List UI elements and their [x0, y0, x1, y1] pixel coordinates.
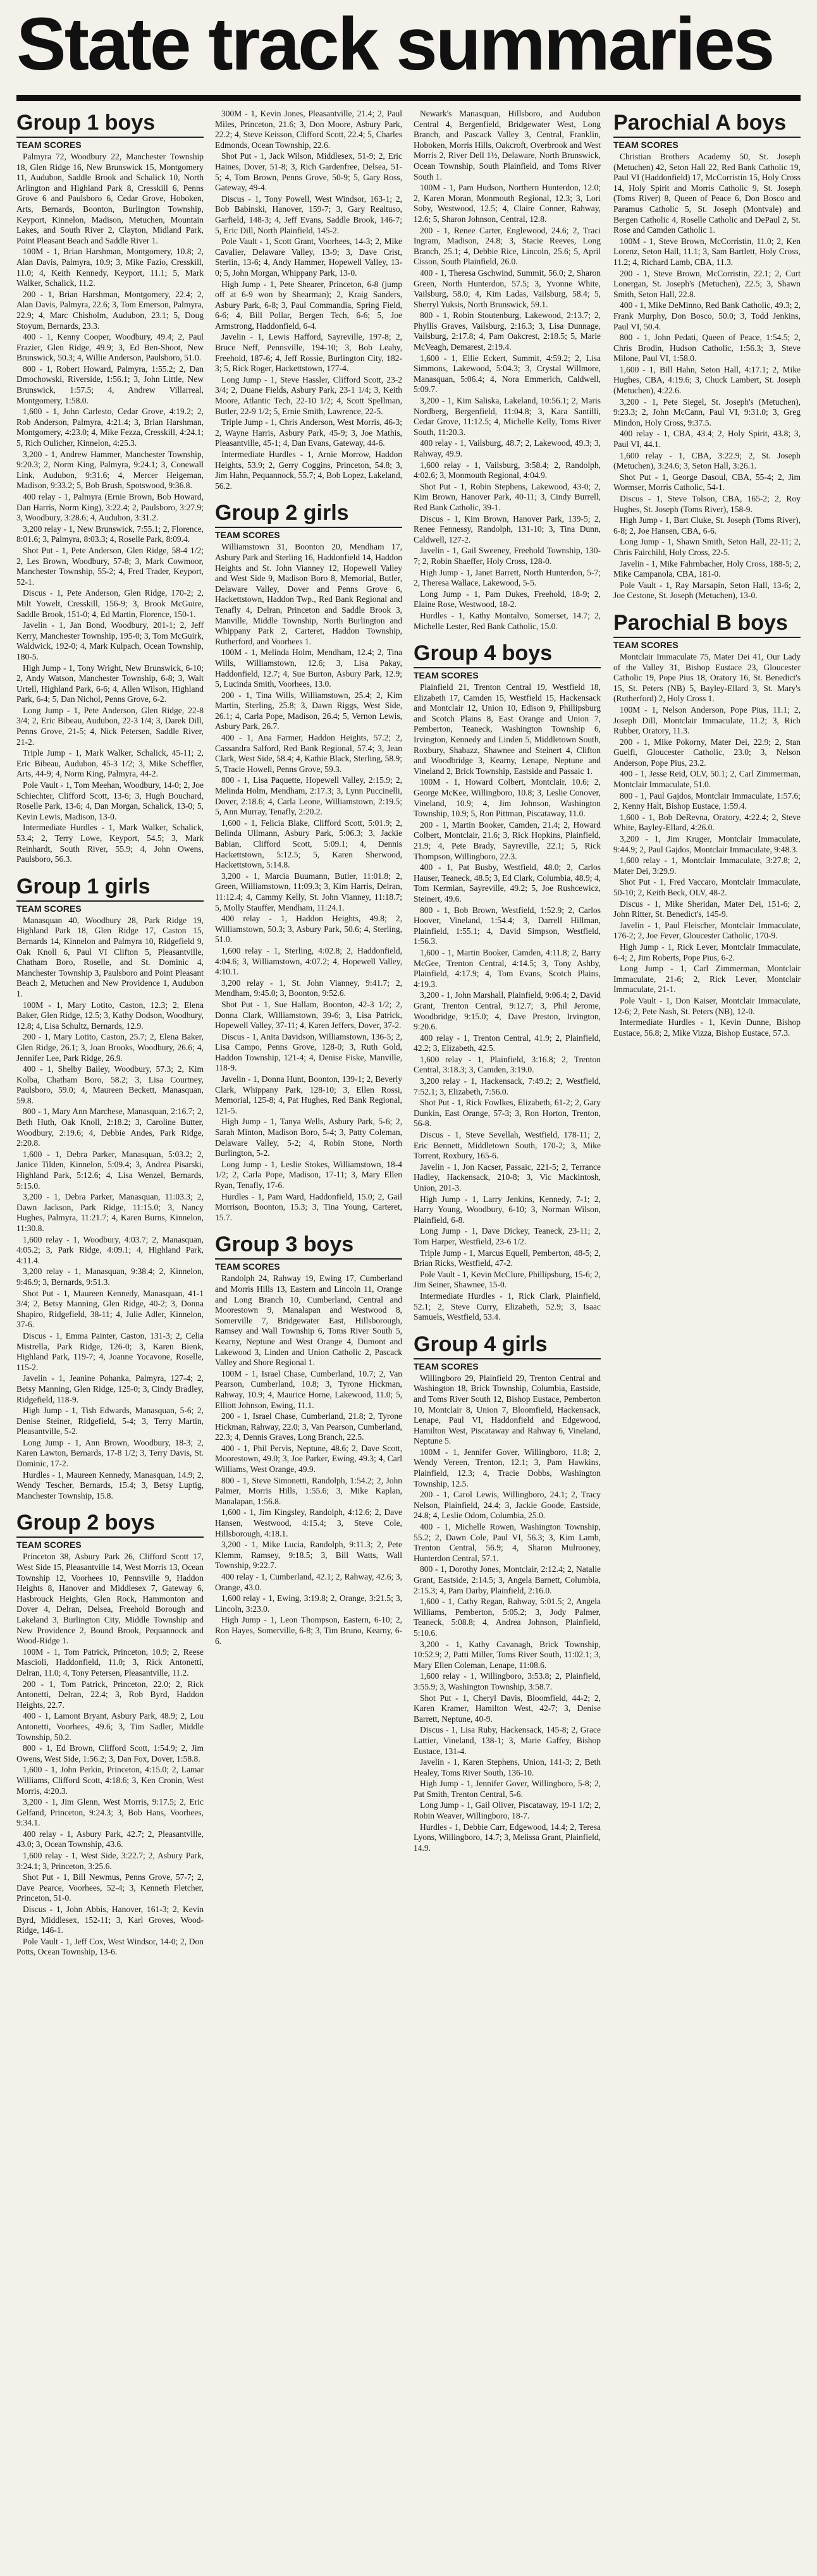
results-section	[16, 1510, 204, 1958]
event-result: Long Jump - 1, Leslie Stokes, Williamstown, 18-4 1/2; 2, Carla Pope, Madison, 17-11; 3, Mary Ellen Ryan, Tenafly, 17-6.	[215, 1159, 402, 1190]
event-result: 400 - 1, Shelby Bailey, Woodbury, 57.3; 2, Kim Kolba, Chatham Boro, 58.2; 3, Lisa Courtney, Paulsboro, 59.0; 4, Maureen Beckett, Manasquan, 59.8.	[16, 1064, 204, 1105]
event-result: 100M - 1, Melinda Holm, Mendham, 12.4; 2, Tina Wills, Williamstown, 12.6; 3, Lisa Pakay, Haddonfield, 12.7; 4, Sue Burton, Asbury Park, 12.9; 5, Lucinda Smith, Voorhees, 13.0.	[215, 647, 402, 689]
event-result: 400 relay - 1, Haddon Heights, 49.8; 2, Williamstown, 50.3; 3, Asbury Park, 50.6; 4, Sterling, 51.0.	[215, 914, 402, 945]
event-result: Javelin - 1, Donna Hunt, Boonton, 139-1; 2, Beverly Clark, Whippany Park, 128-10; 3, Ellen Rossi, Memorial, 125-8; 4, Pat Hughes, Red Bank Regional, 121-5.	[215, 1074, 402, 1115]
event-result: 100M - 1, Israel Chase, Cumberland, 10.7; 2, Van Pearson, Cumberland, 10.8; 3, Tyrone Hickman, Rahway, 10.9; 4, Maurice Horne, Lakewood, 11.0; 5, Elliott Johnson, Ewing, 11.1.	[215, 1368, 402, 1410]
event-result: Javelin - 1, Jeanine Pohanka, Palmyra, 127-4; 2, Betsy Manning, Glen Ridge, 125-0; 3, Cindy Bradley, Ridgefield, 118-9.	[16, 1373, 204, 1404]
event-result: 100M - 1, Pam Hudson, Northern Hunterdon, 12.0; 2, Karen Moran, Monmouth Regional, 12.3; 3, Lori Soby, Westwood, 12.5; 4, Claire Conner, Rahway, 12.6; 5, Sharon Johnson, Central, 12.8.	[414, 183, 601, 224]
event-result: 300M - 1, Kevin Jones, Pleasantville, 21.4; 2, Paul Miles, Princeton, 21.6; 3, Don Moore, Asbury Park, 22.2; 4, Steve Keisson, Clifford Scott, 22.4; 5, Charles Edmonds, Ocean Township, 22.6.	[215, 109, 402, 150]
event-result: Intermediate Hurdles - 1, Rick Clark, Plainfield, 52.1; 2, Steve Curry, Elizabeth, 52.9; 3, Isaac Samuels, Westfield, 53.4.	[414, 1291, 601, 1322]
event-result: 400 - 1, Lamont Bryant, Asbury Park, 48.9; 2, Lou Antonetti, Voorhees, 49.6; 3, Tim Sadler, Middle Township, 50.2.	[16, 1711, 204, 1742]
event-result: 400 - 1, Pat Busby, Westfield, 48.0; 2, Carlos Hauser, Teaneck, 48.5; 3, Ed Clark, Columbia, 48.9; 4, Tom Kermian, Sayreville, 49.2; 5, Joe Rushcewicz, Steinert, 49.6.	[414, 862, 601, 904]
event-result: 1,600 - 1, Ellie Eckert, Summit, 4:59.2; 2, Lisa Simmons, Lakewood, 5:04.3; 3, Crystal Willmore, Manasquan, 5:06.4; 4, Nora Emmerich, Caldwell, 5:09.7.	[414, 353, 601, 395]
event-result: 1,600 relay - 1, Plainfield, 3:16.8; 2, Trenton Central, 3:18.3; 3, Camden, 3:19.0.	[414, 1054, 601, 1075]
team-scores-text: Williamstown 31, Boonton 20, Mendham 17, Asbury Park and Sterling 16, Haddonfield 14, Haddon Heights and St. John Vianney 12, Hopewell Valley and West Side 9, Madison Boro 8, Memorial, Butler, Delaware Valley, Dover and Penns Grove 6, Hackettstown, Haddon Twp., Red Bank Regional and Tenafly 4, Delran, Princeton and Saddle Brook 3, Manville, Middle Township, North Burlington and Whippany Park 2, Carteret, Haddon Township, Rutherford, and Voorhees 1.	[215, 542, 402, 646]
event-result: Shot Put - 1, Jack Wilson, Middlesex, 51-9; 2, Eric Haines, Dover, 51-8; 3, Rich Gardenfree, Delsea, 51-5; 4, Tom Brown, Penns Grove, 50-9; 5, Gary Ross, Gateway, 49-4.	[215, 151, 402, 193]
event-result: 1,600 relay - 1, Woodbury, 4:03.7; 2, Manasquan, 4:05.2; 3, Park Ridge, 4:09.1; 4, Highland Park, 4:11.4.	[16, 1234, 204, 1265]
section-heading: Group 2 boys	[16, 1510, 204, 1538]
event-result: Triple Jump - 1, Chris Anderson, West Morris, 46-3; 2, Wayne Harris, Asbury Park, 45-9; 3, Joe Mathis, Pleasantville, 45-1; 4, Dan Evans, Gateway, 44-6.	[215, 417, 402, 448]
event-result: 200 - 1, Mary Lotito, Caston, 25.7; 2, Elena Baker, Glen Ridge, 26.1; 3, Joan Brooks, Woodbury, 26.6; 4, Jennifer Lee, Park Ridge, 26.9.	[16, 1032, 204, 1063]
results-section	[215, 500, 402, 1223]
team-scores-heading: TEAM SCORES	[215, 1261, 280, 1272]
event-result: Pole Vault - 1, Jeff Cox, West Windsor, 14-0; 2, Don Potts, Ocean Township, 13-6.	[16, 1936, 204, 1957]
event-result: 3,200 - 1, Pete Siegel, St. Joseph's (Metuchen), 9:23.3; 2, John McCann, Paul VI, 9:31.0; 3, Greg Mindon, Holy Cross, 9:37.5.	[613, 396, 801, 427]
event-result: 3,200 relay - 1, St. John Vianney, 9:41.7; 2, Mendham, 9:45.0; 3, Boonton, 9:52.6.	[215, 978, 402, 998]
event-result: 400 relay - 1, Vailsburg, 48.7; 2, Lakewood, 49.3; 3, Rahway, 49.9.	[414, 438, 601, 458]
event-result: 1,600 relay - 1, West Side, 3:22.7; 2, Asbury Park, 3:24.1; 3, Princeton, 3:25.6.	[16, 1851, 204, 1871]
event-result: 100M - 1, Steve Brown, McCorristin, 11.0; 2, Ken Lorenz, Seton Hall, 11.1; 3, Sam Bartlett, Holy Cross, 11.2; 4, Richard Lamb, CBA, 11.3.	[613, 236, 801, 267]
event-result: Discus - 1, Anita Davidson, Williamstown, 136-5; 2, Lisa Campo, Penns Grove, 128-0; 3, Ruth Gold, Haddon Township, 121-4; 4, Denise Fiske, Manville, 118-9.	[215, 1031, 402, 1073]
event-result: Javelin - 1, Mike Fahrnbacher, Holy Cross, 188-5; 2, Mike Campanola, CBA, 181-0.	[613, 558, 801, 579]
event-result: Discus - 1, Mike Sheridan, Mater Dei, 151-6; 2, John Ritter, St. Benedict's, 145-9.	[613, 899, 801, 919]
team-scores-heading: TEAM SCORES	[215, 530, 280, 541]
section-heading: Parochial B boys	[613, 610, 801, 638]
event-result: High Jump - 1, Bart Cluke, St. Joseph (Toms River), 6-8; 2, Joe Hansen, CBA, 6-6.	[613, 515, 801, 536]
event-result: Long Jump - 1, Pam Dukes, Freehold, 18-9; 2, Elaine Rose, Westwood, 18-2.	[414, 589, 601, 610]
event-result: 3,200 - 1, Kim Saliska, Lakeland, 10:56.1; 2, Maris Nordberg, Bergenfield, 11:04.8; 3, Kara Santilli, Cedar Grove, 11:12.5; 4, Michelle Kelly, Toms River South, 11:20.3.	[414, 396, 601, 437]
team-scores-text: Plainfield 21, Trenton Central 19, Westfield 18, Elizabeth 17, Camden 15, Westfield 15, Hackensack and Montclair 12, Union 10, Edison 9, Phillipsburg and Scotch Plains 8, East Orange and Union 7, Pemberton, Teaneck, Washington Township 6, Irvington, Kennedy and Linden 5, Middletown South, Roxbury, Shabazz, Shawnee and Steinert 4, Clifton and Woodbridge 3, Kearny, Lenape, Neptune and Vineland 2, Brick Township, Eastside and Passaic 1.	[414, 682, 601, 776]
event-result: Shot Put - 1, Bill Newmus, Penns Grove, 57-7; 2, Dave Pearce, Voorhees, 52-4; 3, Kenneth Fletcher, Princeton, 51-0.	[16, 1872, 204, 1903]
event-result: 800 - 1, John Pedati, Queen of Peace, 1:54.5; 2, Chris Brodin, Hudson Catholic, 1:56.3; 3, Steve Milone, Paul VI, 1:58.0.	[613, 333, 801, 364]
results-section	[215, 109, 402, 491]
event-result: 3,200 - 1, John Marshall, Plainfield, 9:06.4; 2, David Grant, Trenton Central, 9:12.7; 3, Phil Jerome, Woodbridge, 9:15.0; 4, Dave Preston, Irvington, 9:20.6.	[414, 990, 601, 1032]
event-result: 1,600 relay - 1, Sterling, 4:02.8; 2, Haddonfield, 4:04.6; 3, Williamstown, 4:07.2; 4, Hopewell Valley, 4:10.1.	[215, 945, 402, 977]
event-result: 3,200 relay - 1, New Brunswick, 7:55.1; 2, Florence, 8:01.6; 3, Palmyra, 8:03.3; 4, Roselle Park, 8:09.4.	[16, 524, 204, 544]
event-result: 1,600 - 1, Bob DeRevna, Oratory, 4:22.4; 2, Steve White, Bayley-Ellard, 4:26.0.	[613, 812, 801, 833]
event-result: Long Jump - 1, Dave Dickey, Teaneck, 23-11; 2, Tom Harper, Westfield, 23-6 1/2.	[414, 1226, 601, 1246]
team-scores-heading: TEAM SCORES	[16, 1540, 82, 1550]
event-result: 400 relay - 1, Cumberland, 42.1; 2, Rahway, 42.6; 3, Orange, 43.0.	[215, 1572, 402, 1592]
section-heading: Group 1 boys	[16, 110, 204, 138]
column-2	[215, 109, 402, 2568]
event-result: Shot Put - 1, Sue Hallam, Boonton, 42-3 1/2; 2, Donna Clark, Williamstown, 39-6; 3, Lisa Patrick, Hopewell Valley, 37-11; 4, Karen Jeffers, Dover, 37-2.	[215, 999, 402, 1031]
event-result: Javelin - 1, Lewis Hafford, Sayreville, 197-8; 2, Bruce Neff, Pennsville, 194-10; 3, Bob Leahy, Freehold, 187-6; 4, Jeff Rossie, Burlington City, 182-3; 5, Rick Roger, Hackettstown, 177-4.	[215, 332, 402, 374]
event-result: 3,200 - 1, Jim Kruger, Montclair Immaculate, 9:44.9; 2, Paul Gajdos, Montclair Immaculate, 9:48.3.	[613, 834, 801, 854]
event-result: High Jump - 1, Janet Barrett, North Hunterdon, 5-7; 2, Theresa Wallace, Lakewood, 5-5.	[414, 567, 601, 588]
column-4	[613, 109, 801, 2568]
event-result: 3,200 - 1, Marcia Buumann, Butler, 11:01.8; 2, Green, Williamstown, 11:09.3; 3, Kim Harris, Delran, 11:12.4; 4, Cammy Kelly, St. John Vianney, 11:18.7; 5, Molly Stauffer, Mendham, 11:24.1.	[215, 871, 402, 912]
event-result: Shot Put - 1, Maureen Kennedy, Manasquan, 41-1 3/4; 2, Betsy Manning, Glen Ridge, 40-2; 3, Donna Shapiro, Ridgefield, 38-11; 4, Julie Adler, Kinnelon, 37-6.	[16, 1288, 204, 1330]
team-scores-text: Christian Brothers Academy 50, St. Joseph (Metuchen) 42, Seton Hall 22, Red Bank Catholic 19, Paul VI (Haddonfield) 17, McCorristin 15, Holy Cross 14, Holy Spirit and Morris Catholic 9, St. Joseph (Toms River) 8, Queen of Peace 6, Don Bosco and Paramus Catholic 5, St. Joseph (Montvale) and Bergen Catholic 4, Roselle Catholic and DePaul 2, St. Rose and Camden Catholic 1.	[613, 152, 801, 235]
event-result: 1,600 relay - 1, CBA, 3:22.9; 2, St. Joseph (Metuchen), 3:24.6; 3, Seton Hall, 3:26.1.	[613, 450, 801, 471]
event-result: Pole Vault - 1, Don Kaiser, Montclair Immaculate, 12-6; 2, Pete Nash, St. Peters (NB), 12-0.	[613, 995, 801, 1016]
section-heading: Group 1 girls	[16, 874, 204, 902]
event-result: Discus - 1, Steve Tolson, CBA, 165-2; 2, Roy Hughes, St. Joseph (Toms River), 158-9.	[613, 494, 801, 514]
event-result: 800 - 1, Paul Gajdos, Montclair Immaculate, 1:57.6; 2, Kenny Halt, Bishop Eustace, 1:59.4.	[613, 790, 801, 811]
event-result: High Jump - 1, Leon Thompson, Eastern, 6-10; 2, Ron Hayes, Somerville, 6-8; 3, Tim Bruno, Kearny, 6-6.	[215, 1615, 402, 1646]
event-result: Shot Put - 1, Cheryl Davis, Bloomfield, 44-2; 2, Karen Kramer, Hamilton West, 42-7; 3, Denise Barrett, Neptune, 40-9.	[414, 1693, 601, 1724]
event-result: 100M - 1, Mary Lotito, Caston, 12.3; 2, Elena Baker, Glen Ridge, 12.5; 3, Kathy Dodson, Woodbury, 12.8; 4, Lisa Schultz, Bernards, 12.9.	[16, 1000, 204, 1031]
event-result: 400 relay - 1, Palmyra (Ernie Brown, Bob Howard, Dan Harris, Norm King), 3:22.4; 2, Paulsboro, 3:27.9; 3, Woodbury, 3:28.6; 4, Audubon, 3:31.2.	[16, 492, 204, 523]
event-result: 3,200 - 1, Jim Glenn, West Morris, 9:17.5; 2, Eric Gelfand, Princeton, 9:24.3; 3, Bob Hans, Voorhees, 9:34.1.	[16, 1797, 204, 1828]
event-result: 800 - 1, Mary Ann Marchese, Manasquan, 2:16.7; 2, Beth Huth, Oak Knoll, 2:18.2; 3, Caroline Butter, Woodbury, 2:19.6; 4, Debbie Andes, Park Ridge, 2:20.8.	[16, 1107, 204, 1148]
event-result: 200 - 1, Renee Carter, Englewood, 24.6; 2, Traci Ingram, Madison, 24.8; 3, Stacie Reeves, Long Branch, 25.1; 4, Debbie Rice, Lincoln, 25.6; 5, April Cisson, South Plainfield, 26.0.	[414, 225, 601, 267]
event-result: Hurdles - 1, Kathy Montalvo, Somerset, 14.7; 2, Michelle Lester, Red Bank Catholic, 15.0.	[414, 610, 601, 631]
event-result: Long Jump - 1, Shawn Smith, Seton Hall, 22-11; 2, Chris Fairchild, Holy Cross, 22-5.	[613, 537, 801, 557]
event-result: Pole Vault - 1, Kevin McClure, Phillipsburg, 15-6; 2, Jim Seiner, Shawnee, 15-0.	[414, 1269, 601, 1290]
section-heading: Parochial A boys	[613, 110, 801, 138]
event-result: 1,600 relay - 1, Vailsburg, 3:58.4; 2, Randolph, 4:02.6; 3, Monmouth Regional, 4:04.9.	[414, 460, 601, 481]
event-result: 800 - 1, Steve Simonetti, Randolph, 1:54.2; 2, John Palmer, Morris Hills, 1:55.6; 3, Mike Kaplan, Manalapan, 1:56.8.	[215, 1475, 402, 1506]
section-heading: Group 2 girls	[215, 500, 402, 528]
team-scores-heading: TEAM SCORES	[613, 639, 679, 650]
event-result: High Jump - 1, Larry Jenkins, Kennedy, 7-1; 2, Harry Young, Woodbury, 6-10; 3, Norman Wilson, Plainfield, 6-8.	[414, 1194, 601, 1225]
team-scores-heading: TEAM SCORES	[613, 140, 679, 150]
event-result: Triple Jump - 1, Mark Walker, Schalick, 45-11; 2, Eric Bibeau, Audubon, 45-3 1/2; 3, Mike Scheffler, Arts, 44-9; 4, Norm King, Palmyra, 44-2.	[16, 748, 204, 779]
event-result: 800 - 1, Robin Stoutenburg, Lakewood, 2:13.7; 2, Phyllis Graves, Vailsburg, 2:16.3; 3, Lisa Dunnage, Vailsburg, 2:17.8; 4, Pam Oakcrest, 2:18.5; 5, Marie McVeagh, Demarest, 2:19.4.	[414, 310, 601, 352]
team-scores-text: Montclair Immaculate 75, Mater Dei 41, Our Lady of the Valley 31, Bishop Eustace 23, Gloucester Catholic 19, Pope Pius 18, Oratory 16, St. Benedict's 15, St. Peters (NB) 5, Bayley-Ellard 3, St. Mary's (Rutherford) 2, Holy Cross 1.	[613, 651, 801, 704]
event-result: 1,600 - 1, John Perkin, Princeton, 4:15.0; 2, Lamar Williams, Clifford Scott, 4:18.6; 3, Ken Cronin, West Morris, 4:20.3.	[16, 1765, 204, 1796]
results-section	[414, 109, 601, 632]
event-result: 400 - 1, Mike DeMinno, Red Bank Catholic, 49.3; 2, Frank Murphy, Don Bosco, 50.0; 3, Todd Jenkins, Paul VI, 50.4.	[613, 300, 801, 331]
event-result: Shot Put - 1, Fred Vaccaro, Montclair Immaculate, 50-10; 2, Keith Beck, OLV, 48-2.	[613, 877, 801, 897]
event-result: Discus - 1, Lisa Ruby, Hackensack, 145-8; 2, Grace Lattier, Vineland, 138-1; 3, Marie Gaffey, Bishop Eustace, 131-4.	[414, 1725, 601, 1756]
event-result: Shot Put - 1, Robin Stephens, Lakewood, 43-0; 2, Kim Brown, Hanover Park, 40-11; 3, Cindy Burrell, Red Bank Catholic, 39-1.	[414, 481, 601, 512]
event-result: Hurdles - 1, Maureen Kennedy, Manasquan, 14.9; 2, Wendy Tescher, Bernards, 15.4; 3, Betsy Luptig, Manchester Township, 15.8.	[16, 1469, 204, 1500]
article-columns	[16, 109, 801, 2568]
event-result: Shot Put - 1, George Dasoul, CBA, 55-4; 2, Jim Wormser, Morris Catholic, 54-1.	[613, 472, 801, 493]
event-result: Intermediate Hurdles - 1, Arnie Morrow, Haddon Heights, 53.9; 2, Gerry Coggins, Princeton, 54.8; 3, Jim Hahn, Pequannock, 55.7; 4, Bob Lopez, Lakeland, 56.2.	[215, 450, 402, 491]
event-result: Javelin - 1, Gail Sweeney, Freehold Township, 130-7; 2, Robin Shaeffer, Holy Cross, 128-0.	[414, 546, 601, 566]
event-result: High Jump - 1, Rick Lever, Montclair Immaculate, 6-4; 2, Jim Roberts, Pope Pius, 6-2.	[613, 941, 801, 962]
event-result: 200 - 1, Mike Pokorny, Mater Dei, 22.9; 2, Stan Guelfi, Gloucester Catholic, 23.0; 3, Nelson Anderson, Pope Pius, 23.2.	[613, 737, 801, 768]
event-result: 400 - 1, Jesse Reid, OLV, 50.1; 2, Carl Zimmerman, Montclair Immaculate, 51.0.	[613, 769, 801, 790]
event-result: 200 - 1, Tom Patrick, Princeton, 22.0; 2, Rick Antonetti, Delran, 22.4; 3, Rob Byrd, Haddon Heights, 22.7.	[16, 1679, 204, 1710]
event-result: 100M - 1, Brian Harshman, Montgomery, 10.8; 2, Alan Davis, Palmyra, 10.9; 3, Mike Fazio, Cresskill, 11.0; 4, Keith Kennedy, Keyport, 11.1; 5, Mark Walker, Schalick, 11.2.	[16, 247, 204, 288]
event-result: 1,600 - 1, Felicia Blake, Clifford Scott, 5:01.9; 2, Belinda Ullmann, Asbury Park, 5:06.3; 3, Jackie Babian, Clifford Scott, 5:09.1; 4, Dennis Hackettstown, 5:12.5; 5, Karen Sherwood, Hackettstown, 5:14.8.	[215, 818, 402, 870]
event-result: High Jump - 1, Tish Edwards, Manasquan, 5-6; 2, Denise Steiner, Ridgefield, 5-4; 3, Terry Martin, Pleasantville, 5-2.	[16, 1406, 204, 1437]
results-section	[414, 1332, 601, 1854]
event-result: 800 - 1, Lisa Paquette, Hopewell Valley, 2:15.9; 2, Melinda Holm, Mendham, 2:17.3; 3, Lynn Puccinelli, Dover, 2:18.6; 4, Carla Leone, Williamstown, 2:19.5; 5, Ann Murray, Tenafly, 2:20.2.	[215, 775, 402, 817]
event-result: 400 - 1, Kenny Cooper, Woodbury, 49.4; 2, Paul Frazier, Glen Ridge, 49.9; 3, Ed Ben-Shoot, New Brunswick, 50.3; 4, Willie Anderson, Paulsboro, 51.0.	[16, 332, 204, 363]
event-result: Discus - 1, Pete Anderson, Glen Ridge, 170-2; 2, Milt Yowelt, Cresskill, 156-9; 3, Brook McGuire, Saddle Brook, 151-0; 4, Ed Martin, Florence, 150-1.	[16, 588, 204, 619]
section-heading: Group 4 girls	[414, 1332, 601, 1359]
event-result: High Jump - 1, Tony Wright, New Brunswick, 6-10; 2, Andy Watson, Manchester Township, 6-8; 3, Walt Urtell, Highland Park, 6-6; 4, Allen Wilson, Highland Park, 6-4; 5, Dan Nichol, Penns Grove, 6-2.	[16, 663, 204, 704]
event-result: Pole Vault - 1, Scott Grant, Voorhees, 14-3; 2, Mike Cavalier, Delaware Valley, 13-9; 3, Dave Crist, Sterlin, 13-6; 4, Andy Hammer, Hopewell Valley, 13-0; 5, John Morgan, Whippany Park, 13-0.	[215, 236, 402, 278]
event-result: 1,600 relay - 1, Montclair Immaculate, 3:27.8; 2, Mater Dei, 3:29.9.	[613, 856, 801, 876]
event-result: 3,200 relay - 1, Manasquan, 9:38.4; 2, Kinnelon, 9:46.9; 3, Bernards, 9:51.3.	[16, 1267, 204, 1287]
event-result: 400 - 1, Theresa Gschwind, Summit, 56.0; 2, Sharon Green, North Hunterdon, 57.5; 3, Yvonne White, Vailsburg, 58.0; 4, Kim Ladas, Vailsburg, 58.4; 5, Sherryl Yuksis, North Brunswick, 59.1.	[414, 267, 601, 309]
event-result: 200 - 1, Tina Wills, Williamstown, 25.4; 2, Kim Martin, Sterling, 25.8; 3, Dawn Riggs, West Side, 26.1; 4, Carla Pope, Madison, 26.4; 5, Vernon Lewis, Asbury Park, 26.7.	[215, 690, 402, 732]
event-result: Shot Put - 1, Pete Anderson, Glen Ridge, 58-4 1/2; 2, Les Brown, Woodbury, 57-8; 3, Mark Cowmoor, Manchester Township, 55-2; 4, Fred Trader, Keyport, 52-1.	[16, 545, 204, 587]
event-result: 1,600 relay - 1, Ewing, 3:19.8; 2, Orange, 3:21.5; 3, Lincoln, 3:23.0.	[215, 1593, 402, 1614]
event-result: Triple Jump - 1, Marcus Equell, Pemberton, 48-5; 2, Brian Ricks, Westfield, 47-2.	[414, 1248, 601, 1268]
event-result: 800 - 1, Robert Howard, Palmyra, 1:55.2; 2, Dan Dmochowski, Riverside, 1:56.1; 3, John Little, New Brunswick, 1:57.5; 4, Andrew Villarreal, Montgomery, 1:58.0.	[16, 364, 204, 405]
event-result: 1,600 - 1, Martin Booker, Camden, 4:11.8; 2, Barry McGee, Trenton Central, 4:14.5; 3, Tony Ashby, Plainfield, 4:17.9; 4, Tom Evans, Scotch Plains, 4:19.3.	[414, 947, 601, 989]
event-result: Javelin - 1, Karen Stephens, Union, 141-3; 2, Beth Healey, Toms River South, 136-10.	[414, 1757, 601, 1777]
event-result: Javelin - 1, Jan Bond, Woodbury, 201-1; 2, Jeff Kerry, Manchester Township, 195-0; 3, Tom McGuirk, Waldwick, 192-0; 4, Mark Kulpach, Ocean Township, 180-5.	[16, 620, 204, 661]
event-result: 200 - 1, Martin Booker, Camden, 21.4; 2, Howard Colbert, Montclair, 21.6; 3, Rick Hopkins, Plainfield, 21.9; 4, Pete Brady, Sayreville, 22.1; 5, Rick Thompson, Willingboro, 22.3.	[414, 819, 601, 861]
event-result: 1,600 - 1, Jim Kingsley, Randolph, 4:12.6; 2, Dave Hansen, Westwood, 4:15.4; 3, Steve Cole, Hillsborough, 4:18.1.	[215, 1507, 402, 1538]
column-3	[414, 109, 601, 2568]
event-result: Discus - 1, Emma Painter, Caston, 131-3; 2, Celia Mistrella, Park Ridge, 126-0; 3, Karen Bienk, Highland Park, 119-7; 4, Joanne Yocavone, Roselle, 115-2.	[16, 1330, 204, 1372]
event-result: Discus - 1, Steve Sevellah, Westfield, 178-11; 2, Eric Bennett, Middletown South, 170-2; 3, Mike Torrent, Roxbury, 165-6.	[414, 1130, 601, 1161]
team-scores-heading: TEAM SCORES	[16, 140, 82, 150]
event-result: 1,600 - 1, Bill Hahn, Seton Hall, 4:17.1; 2, Mike Hughes, CBA, 4:19.6; 3, Chuck Lambert, St. Joseph (Metuchen), 4:22.6.	[613, 364, 801, 396]
team-scores-heading: TEAM SCORES	[16, 903, 82, 914]
team-scores-text: Randolph 24, Rahway 19, Ewing 17, Cumberland and Morris Hills 13, Eastern and Lincoln 11, Orange and Long Branch 10, Cumberland, Central and Moorestown 9, Manalapan and Westwood 8, Somerville 7, Bridgewater East, Hillsborough, Ramsey and Wall Township 6, Toms River South 5, Kearny, Neptune and West Orange 4, Dumont and Lakewood 3, Linden and Union Catholic 2, Pascack Valley and Shore Regional 1.	[215, 1273, 402, 1368]
event-result: 800 - 1, Bob Brown, Westfield, 1:52.9; 2, Carlos Hoover, Vineland, 1:54.4; 3, Darrell Hillman, Plainfield, 1:55.1; 4, David Simpson, Westfield, 1:56.3.	[414, 905, 601, 947]
section-heading: Group 4 boys	[414, 641, 601, 668]
event-result: 400 relay - 1, CBA, 43.4; 2, Holy Spirit, 43.8; 3, Paul VI, 44.1.	[613, 429, 801, 450]
event-result: Shot Put - 1, Rick Fowlkes, Elizabeth, 61-2; 2, Gary Dunkin, East Orange, 57-3; 3, Ron Horton, Trenton, 56-8.	[414, 1098, 601, 1129]
event-result: Intermediate Hurdles - 1, Mark Walker, Schalick, 53.4; 2, Terry Lowe, Keyport, 54.5; 3, Mark Reinhardt, South River, 55.9; 4, John Owens, Paulsboro, 56.3.	[16, 823, 204, 864]
event-result: 200 - 1, Israel Chase, Cumberland, 21.8; 2, Tyrone Hickman, Rahway, 22.0; 3, Van Pearson, Cumberland, 22.3; 4, Dennis Graves, Long Branch, 22.5.	[215, 1411, 402, 1442]
team-scores-heading: TEAM SCORES	[414, 670, 479, 681]
event-result: Long Jump - 1, Ann Brown, Woodbury, 18-3; 2, Karen Lawton, Bernards, 17-8 1/2; 3, Terry Davis, St. Dominic, 17-2.	[16, 1437, 204, 1469]
team-scores-text: Palmyra 72, Woodbury 22, Manchester Township 18, Glen Ridge 16, New Brunswick 15, Montgomery 11, Audubon, Saddle Brook and Schalick 10, North Arlington and Highland Park 8, Cresskill 6, Penns Grove 6 and Paulsboro 6, Cedar Grove, Hoboken, Arts, Bernards, Boonton, Burlington Township, Keyport, Kinnelon, Madison, Metuchen, Mountain Lakes, and South River 2, Clayton, Midland Park, Point Pleasant Beach and Saddle River 1.	[16, 152, 204, 245]
column-1	[16, 109, 204, 2568]
event-result: 3,200 - 1, Andrew Hammer, Manchester Township, 9:20.3; 2, Norm King, Palmyra, 9:24.1; 3, Conewall Link, Audubon, 9:31.6; 4, Mercer Heigeman, Madison, 9:33.2; 5, Bob Brush, Spotswood, 9:36.8.	[16, 449, 204, 491]
event-result: Long Jump - 1, Carl Zimmerman, Montclair Immaculate, 21-6; 2, Rick Lever, Montclair Immaculate, 21-1.	[613, 964, 801, 995]
results-section	[613, 610, 801, 1038]
event-result: 3,200 - 1, Kathy Cavanagh, Brick Township, 10:52.9; 2, Patti Miller, Toms River South, 11:02.1; 3, Mary Ellen Coleman, Lenape, 11:08.6.	[414, 1639, 601, 1670]
event-result: Discus - 1, Kim Brown, Hanover Park, 139-5; 2, Renee Fennessy, Randolph, 131-10; 3, Tina Dunn, Caldwell, 127-2.	[414, 513, 601, 544]
event-result: Pole Vault - 1, Ray Marsapin, Seton Hall, 13-6; 2, Joe Cestone, St. Joseph (Metuchen), 13-0.	[613, 580, 801, 601]
event-result: Javelin - 1, Paul Fleischer, Montclair Immaculate, 176-2; 2, Joe Fever, Gloucester Catholic, 170-9.	[613, 920, 801, 941]
event-result: High Jump - 1, Tanya Wells, Asbury Park, 5-6; 2, Sarah Minton, Madison Boro, 5-4; 3, Patty Coleman, Delaware Valley, 5-2; 4, Robin Stone, North Burlington, 5-2.	[215, 1117, 402, 1158]
team-scores-text: Princeton 38, Asbury Park 26, Clifford Scott 17, West Side 15, Pleasantville 14, West Morris 13, Ocean Township 12, Voorhees 10, Pennsville 9, Haddon Heights 8, Hanover and Middlesex 7, Gateway 6, Hasbrouck Heights, Glen Rock, Hammonton and Dover 4, Delran, Delsea, Freehold Borough and Lakeland 3, Burlington City, Middle Township and New Providence 2, Bound Brook, Pequannock and Wood-Ridge 1.	[16, 1552, 204, 1646]
event-result: Long Jump - 1, Steve Hassler, Clifford Scott, 23-2 3/4; 2, Duane Fields, Asbury Park, 23-1 1/4; 3, Keith Moore, Atlantic Tech, 22-10 1/2; 4, Scott Spellman, Butler, 22-9 1/2; 5, Ernie Smith, Lawrence, 22-5.	[215, 374, 402, 416]
event-result: 800 - 1, Dorothy Jones, Montclair, 2:12.4; 2, Natalie Grant, Eastside, 2:14.5; 3, Angela Barnett, Columbia, 2:15.3; 4, Pam Darby, Plainfield, 2:16.0.	[414, 1564, 601, 1595]
event-result: 400 - 1, Ana Farmer, Haddon Heights, 57.2; 2, Cassandra Salford, Red Bank Regional, 57.4; 3, Jean Clark, West Side, 58.4; 4, Kathie Black, Sterling, 58.9; 5, Tracie Howell, Penns Grove, 59.3.	[215, 733, 402, 774]
results-section	[16, 874, 204, 1502]
section-heading: Group 3 boys	[215, 1232, 402, 1260]
page-title: State track summaries	[16, 3, 773, 86]
event-result: Pole Vault - 1, Tom Meehan, Woodbury, 14-0; 2, Joe Schiechter, Clifford Scott, 13-6; 3, Hugh Bouchard, Roselle Park, 13-6; 4, Dan Morgan, Schalick, 13-0; 5, Kevin Lewis, Madison, 13-0.	[16, 780, 204, 821]
event-result: Hurdles - 1, Debbie Carr, Edgewood, 14.4; 2, Teresa Lyons, Willingboro, 14.7; 3, Melissa Grant, Plainfield, 14.9.	[414, 1822, 601, 1853]
event-result: 3,200 relay - 1, Hackensack, 7:49.2; 2, Westfield, 7:52.1; 3, Elizabeth, 7:56.0.	[414, 1076, 601, 1096]
event-result: 100M - 1, Jennifer Gover, Willingboro, 11.8; 2, Wendy Vereen, Trenton, 12.1; 3, Pam Hawkins, Plainfield, 12.3; 4, Tracie Dobbs, Washington Township, 12.5.	[414, 1447, 601, 1488]
event-result: 400 - 1, Michelle Rowen, Washington Township, 55.2; 2, Dawn Cole, Paul VI, 56.3; 3, Kim Lamb, Trenton Central, 56.9; 4, Sharon Mulrooney, Hunterdon Central, 57.1.	[414, 1522, 601, 1563]
event-result: 200 - 1, Brian Harshman, Montgomery, 22.4; 2, Alan Davis, Palmyra, 22.6; 3, Tom Emerson, Palmyra, 22.9; 4, Marc Chisholm, Audubon, 23.1; 5, Doug Stoyum, Bernards, 23.3.	[16, 289, 204, 331]
team-scores-text: Manasquan 40, Woodbury 28, Park Ridge 19, Highland Park 18, Glen Ridge 17, Caston 15, Bernards 14, Kinnelon and Palmyra 10, Ridgefield 9, Oak Knoll 6, Paul VI Clifton 5, Pleasantville, Chatham Boro, Roselle, and St. Dominic 4, Manchester Township 3, Paulsboro and Point Pleasant Beach 2, Metuchen and New Providence 1, Audubon 1.	[16, 915, 204, 998]
results-section	[215, 1232, 402, 1647]
team-scores-heading: TEAM SCORES	[414, 1361, 479, 1371]
event-result: 1,600 relay - 1, Willingboro, 3:53.8; 2, Plainfield, 3:55.9; 3, Washington Township, 3:58.7.	[414, 1671, 601, 1691]
event-result: 100M - 1, Howard Colbert, Montclair, 10.6; 2, George McKee, Willingboro, 10.8; 3, Leslie Conover, Vineland, 10.9; 4, Jim Johnson, Washington Township, 10.9; 5, Ron Pittman, Piscataway, 11.0.	[414, 777, 601, 819]
event-result: Long Jump - 1, Gail Oliver, Piscataway, 19-1 1/2; 2, Robin Weaver, Willingboro, 18-7.	[414, 1800, 601, 1821]
event-result: 100M - 1, Nelson Anderson, Pope Pius, 11.1; 2, Joseph Dill, Montclair Immaculate, 11.2; 3, Rich Rubber, Oratory, 11.3.	[613, 704, 801, 736]
event-result: 200 - 1, Carol Lewis, Willingboro, 24.1; 2, Tracy Nelson, Plainfield, 24.4; 3, Jackie Goode, Eastside, 24.8; 4, Leslie Odom, Columbia, 25.0.	[414, 1490, 601, 1521]
event-result: Newark's Manasquan, Hillsboro, and Audubon Central 4, Bergenfield, Bridgewater West, Long Branch, and Pascack Valley 3, Central, Franklin, Hoboken, Morris Hills, Oakcroft, Overbrook and West Morris 2, River Dell 1½, Delaware, North Brunswick, Ocean Township, South Plainfield, and Toms River South 1.	[414, 109, 601, 181]
event-result: 400 relay - 1, Asbury Park, 42.7; 2, Pleasantville, 43.0; 3, Ocean Township, 43.6.	[16, 1829, 204, 1849]
event-result: 100M - 1, Tom Patrick, Princeton, 10.9; 2, Reese Mascioli, Haddonfield, 11.0; 3, Rick Antonetti, Delran, 11.0; 4, Tony Petersen, Pleasantville, 11.2.	[16, 1647, 204, 1677]
results-section	[414, 641, 601, 1323]
event-result: Hurdles - 1, Pam Ward, Haddonfield, 15.0; 2, Gail Morrison, Boonton, 15.3; 3, Tina Young, Carteret, 15.7.	[215, 1191, 402, 1222]
event-result: Discus - 1, Tony Powell, West Windsor, 163-1; 2, Bob Babinski, Hanover, 159-7; 3, Gary Realtuso, Garfield, 148-3; 4, Jeff Evans, Saddle Brook, 146-7; 5, Eric Dill, North Plainfield, 145-2.	[215, 193, 402, 235]
event-result: 1,600 - 1, Cathy Regan, Rahway, 5:01.5; 2, Angela Williams, Pemberton, 5:05.2; 3, Jody Palmer, Teaneck, 5:08.8; 4, Andrea Johnson, Plainfield, 5:10.6.	[414, 1597, 601, 1638]
results-section	[16, 110, 204, 865]
event-result: 1,600 - 1, John Carlesto, Cedar Grove, 4:19.2; 2, Rob Anderson, Palmyra, 4:21.4; 3, Brian Harshman, Montgomery, 4:23.0; 4, Mike Fezza, Cresskill, 4:24.1; 5, Rich Oulicher, Kinnelon, 4:25.3.	[16, 407, 204, 448]
event-result: 3,200 - 1, Debra Parker, Manasquan, 11:03.3; 2, Dawn Jackson, Park Ridge, 11:15.0; 3, Nancy Hughes, Palmyra, 11:21.7; 4, Karen Burns, Kinnelon, 11:30.8.	[16, 1192, 204, 1233]
team-scores-text: Willingboro 29, Plainfield 29, Trenton Central and Washington 18, Brick Township, Columbia, Eastside, and Toms River South 12, Bishop Eustace, Pemberton 10, Montclair 8, Union 7, Bloomfield, Hackensack, Lenape, Paul VI, Haddonfield and Edgewood, Hamilton West, Piscataway and Rahway 6, Vineland, Neptune 5.	[414, 1373, 601, 1446]
event-result: Intermediate Hurdles - 1, Kevin Dunne, Bishop Eustace, 56.8; 2, Mike Vizza, Bishop Eustace, 57.3.	[613, 1017, 801, 1038]
event-result: Discus - 1, John Abbis, Hanover, 161-3; 2, Kevin Byrd, Middlesex, 152-11; 3, Karl Groves, Wood-Ridge, 146-1.	[16, 1904, 204, 1935]
results-section	[613, 110, 801, 601]
event-result: High Jump - 1, Pete Shearer, Princeton, 6-8 (jump off at 6-9 won by Shearman); 2, Kraig Sanders, Asbury Park, 6-8; 3, Paul Commandia, Spring Field, 6-6; 4, Bill Pollar, Bergen Tech, 6-6; 5, Joe Armstrong, Haddonfield, 6-4.	[215, 279, 402, 331]
event-result: 1,600 - 1, Debra Parker, Manasquan, 5:03.2; 2, Janice Tilden, Kinnelon, 5:09.4; 3, Andrea Pisarski, Highland Park, 5:12.6; 4, Lisa Wenzel, Bernards, 5:15.0.	[16, 1149, 204, 1191]
event-result: 3,200 - 1, Mike Lucia, Randolph, 9:11.3; 2, Pete Klemm, Ramsey, 9:18.5; 3, Bill Watts, Wall Township, 9:22.7.	[215, 1540, 402, 1571]
title-rule	[16, 95, 801, 101]
event-result: 800 - 1, Ed Brown, Clifford Scott, 1:54.9; 2, Jim Owens, West Side, 1:56.2; 3, Dan Fox, Dover, 1:58.8.	[16, 1743, 204, 1763]
event-result: 400 relay - 1, Trenton Central, 41.9; 2, Plainfield, 42.2; 3, Elizabeth, 42.5.	[414, 1033, 601, 1053]
event-result: High Jump - 1, Jennifer Gover, Willingboro, 5-8; 2, Pat Smith, Trenton Central, 5-6.	[414, 1779, 601, 1799]
event-result: Long Jump - 1, Pete Anderson, Glen Ridge, 22-8 3/4; 2, Eric Bibeau, Audubon, 22-3 1/4; 3, Darek Dill, Penns Grove, 21-5; 4, Nick Petersen, Saddle River, 21-2.	[16, 705, 204, 747]
event-result: 400 - 1, Phil Pervis, Neptune, 48.6; 2, Dave Scott, Moorestown, 49.0; 3, Joe Parker, Ewing, 49.3; 4, Carl Williams, West Orange, 49.9.	[215, 1443, 402, 1475]
event-result: 200 - 1, Steve Brown, McCorristin, 22.1; 2, Curt Lonergan, St. Joseph's (Metuchen), 22.5; 3, Shawn Smith, Seton Hall, 22.8.	[613, 268, 801, 299]
event-result: Javelin - 1, Jon Kacser, Passaic, 221-5; 2, Terrance Hadley, Hackensack, 210-8; 3, Vic Mackintosh, Union, 201-3.	[414, 1162, 601, 1193]
